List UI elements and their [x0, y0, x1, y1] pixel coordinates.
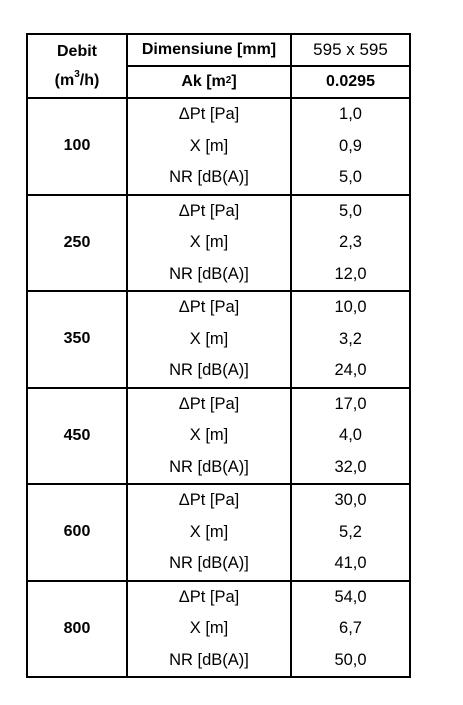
- table-row: [128, 324, 409, 356]
- parameter-value: 12,0: [334, 264, 367, 283]
- debit-value: 100: [28, 99, 128, 194]
- parameter-value: 4,0: [339, 426, 362, 445]
- table-row: [128, 517, 409, 549]
- parameter-label: X [m]: [128, 613, 292, 645]
- debit-group-rows: [128, 292, 409, 387]
- parameter-label: X [m]: [128, 420, 292, 452]
- table-header: [28, 35, 409, 99]
- debit-group: [28, 196, 409, 293]
- debit-group: [28, 389, 409, 486]
- ak-value: 0.0295: [326, 73, 375, 90]
- table-row: [128, 452, 409, 484]
- table-row: [128, 389, 409, 421]
- parameter-value: 17,0: [334, 394, 367, 413]
- debit-group-rows: [128, 582, 409, 677]
- parameter-label: NR [dB(A)]: [128, 259, 292, 291]
- parameter-value: 5,0: [339, 201, 362, 220]
- debit-unit-exponent: 3: [74, 69, 80, 81]
- debit-group: [28, 292, 409, 389]
- dimension-label: Dimensiune [mm]: [128, 35, 292, 65]
- parameter-label: ΔPt [Pa]: [128, 99, 292, 131]
- parameter-label: X [m]: [128, 517, 292, 549]
- table-row: [128, 548, 409, 580]
- debit-header-cell: [28, 35, 128, 99]
- parameter-value: 6,7: [339, 619, 362, 638]
- parameter-label: ΔPt [Pa]: [128, 196, 292, 228]
- debit-group: [28, 582, 409, 677]
- parameter-label: X [m]: [128, 131, 292, 163]
- parameter-label: NR [dB(A)]: [128, 452, 292, 484]
- debit-value: 250: [28, 196, 128, 291]
- debit-unit-prefix: (m: [54, 71, 75, 89]
- debit-value: 350: [28, 292, 128, 387]
- table-row: [128, 196, 409, 228]
- parameter-value: 32,0: [334, 457, 367, 476]
- parameter-value: 24,0: [334, 361, 367, 380]
- dimension-header-row: [128, 35, 409, 67]
- table-row: [128, 99, 409, 131]
- debit-value: 600: [28, 485, 128, 580]
- parameter-label: NR [dB(A)]: [128, 355, 292, 387]
- performance-table: [26, 33, 411, 678]
- parameter-value: 5,2: [339, 522, 362, 541]
- table-body: [28, 99, 409, 676]
- debit-unit: [54, 69, 100, 90]
- parameter-value: 10,0: [334, 298, 367, 317]
- parameter-value: 3,2: [339, 329, 362, 348]
- parameter-label: NR [dB(A)]: [128, 645, 292, 677]
- table-row: [128, 292, 409, 324]
- table-row: [128, 582, 409, 614]
- parameter-label: NR [dB(A)]: [128, 162, 292, 194]
- parameter-label: ΔPt [Pa]: [128, 292, 292, 324]
- parameter-value: 2,3: [339, 233, 362, 252]
- parameter-value: 50,0: [334, 650, 367, 669]
- table-row: [128, 420, 409, 452]
- debit-group: [28, 99, 409, 196]
- table-row: [128, 259, 409, 291]
- header-right: [128, 35, 409, 99]
- table-row: [128, 227, 409, 259]
- parameter-label: NR [dB(A)]: [128, 548, 292, 580]
- ak-header-row: [128, 67, 409, 99]
- ak-label: Ak [m $^2$ ]: [128, 67, 292, 97]
- table-row: [128, 613, 409, 645]
- parameter-label: ΔPt [Pa]: [128, 582, 292, 614]
- debit-label: Debit: [57, 42, 97, 60]
- ak-label-prefix: Ak [m: [181, 73, 226, 90]
- table-row: [128, 355, 409, 387]
- parameter-value: 1,0: [339, 105, 362, 124]
- ak-label-suffix: ]: [231, 73, 237, 90]
- parameter-value: 0,9: [339, 136, 362, 155]
- parameter-label: X [m]: [128, 324, 292, 356]
- debit-group-rows: [128, 196, 409, 291]
- table-row: [128, 645, 409, 677]
- parameter-value: 5,0: [339, 168, 362, 187]
- parameter-value: 54,0: [334, 587, 367, 606]
- debit-value: 800: [28, 582, 128, 677]
- parameter-label: ΔPt [Pa]: [128, 389, 292, 421]
- debit-group: [28, 485, 409, 582]
- debit-unit-suffix: /h): [79, 71, 100, 89]
- parameter-label: ΔPt [Pa]: [128, 485, 292, 517]
- debit-group-rows: [128, 389, 409, 484]
- table-row: [128, 162, 409, 194]
- debit-value: 450: [28, 389, 128, 484]
- debit-group-rows: [128, 99, 409, 194]
- parameter-value: 41,0: [334, 554, 367, 573]
- table-row: [128, 485, 409, 517]
- debit-group-rows: [128, 485, 409, 580]
- parameter-label: X [m]: [128, 227, 292, 259]
- parameter-value: 30,0: [334, 491, 367, 510]
- table-row: [128, 131, 409, 163]
- dimension-value: 595 x 595: [313, 40, 388, 59]
